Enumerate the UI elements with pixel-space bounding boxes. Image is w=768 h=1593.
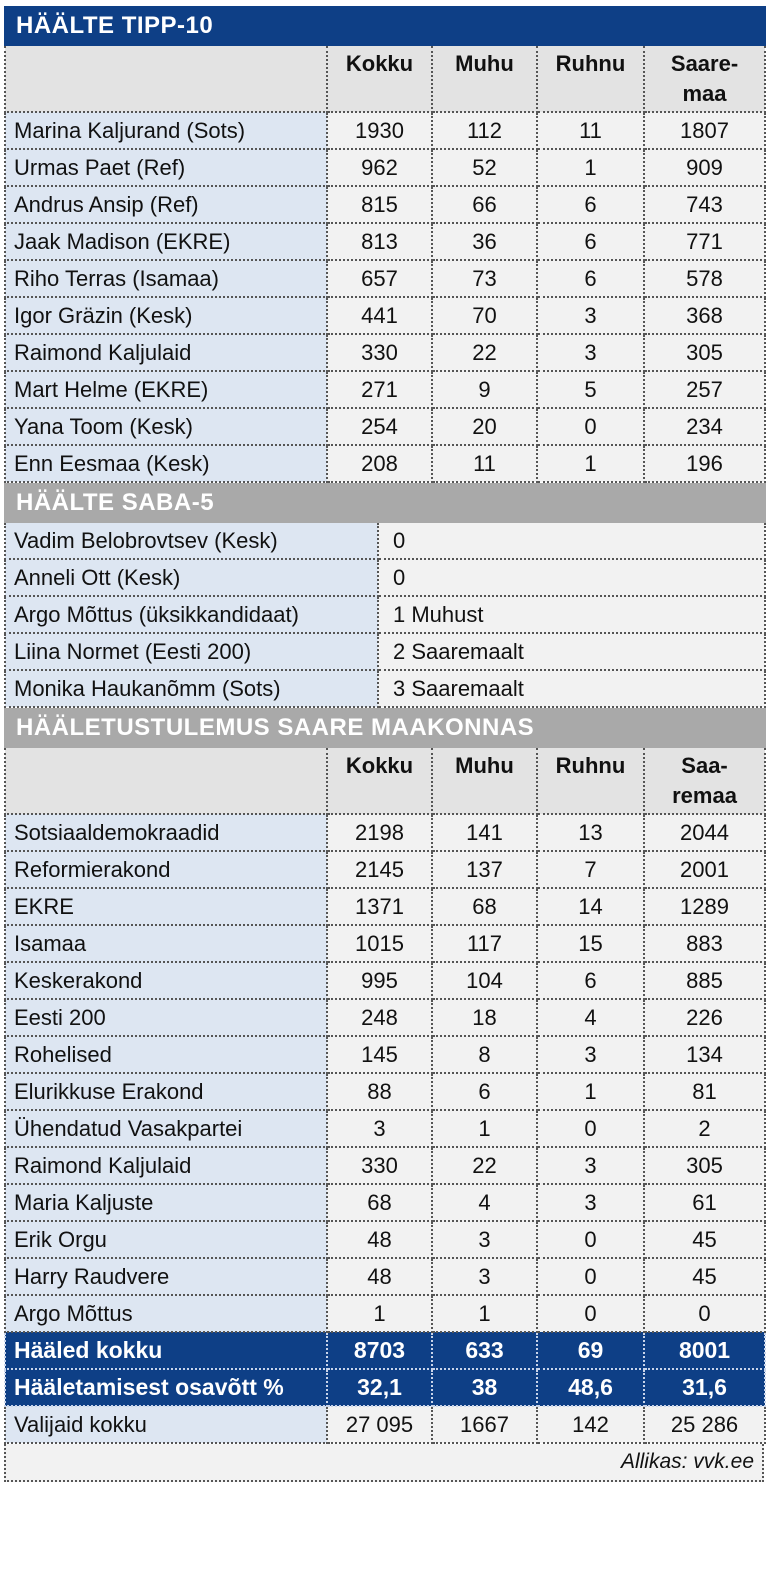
row-label: Erik Orgu (5, 1221, 327, 1258)
table-row (5, 1147, 765, 1184)
cell-value: 88 (327, 1073, 432, 1110)
cell-value: 137 (432, 851, 537, 888)
cell-value: 5 (537, 371, 644, 408)
county-header-row (5, 747, 765, 814)
cell-value: 3 (327, 1110, 432, 1147)
cell-value: 68 (327, 1184, 432, 1221)
cell-value: 6 (537, 223, 644, 260)
cell-value: 305 (644, 1147, 765, 1184)
cell-value: 6 (537, 962, 644, 999)
row-label: Keskerakond (5, 962, 327, 999)
row-label: Vadim Belobrovtsev (Kesk) (5, 522, 378, 559)
cell-value: 14 (537, 888, 644, 925)
table-row (5, 1184, 765, 1221)
row-label: Igor Gräzin (Kesk) (5, 297, 327, 334)
cell-value: 4 (537, 999, 644, 1036)
row-label: Argo Mõttus (üksikkandidaat) (5, 596, 378, 633)
cell-value: 11 (432, 445, 537, 482)
cell-value: 0 (644, 1295, 765, 1332)
cell-value: 815 (327, 186, 432, 223)
table-row (5, 670, 765, 707)
cell-value: 22 (432, 334, 537, 371)
table-row (5, 1332, 765, 1369)
cell-value: 330 (327, 334, 432, 371)
cell-value: 226 (644, 999, 765, 1036)
cell-value: 3 Saaremaalt (378, 670, 765, 707)
cell-value: 117 (432, 925, 537, 962)
cell-value: 32,1 (327, 1369, 432, 1406)
cell-value: 15 (537, 925, 644, 962)
cell-value: 0 (537, 1258, 644, 1295)
cell-value: 962 (327, 149, 432, 186)
col-header: Ruhnu (537, 747, 644, 814)
table-row (5, 223, 765, 260)
table-row (5, 522, 765, 559)
cell-value: 6 (537, 260, 644, 297)
cell-value: 2044 (644, 814, 765, 851)
row-label: Reformierakond (5, 851, 327, 888)
cell-value: 11 (537, 112, 644, 149)
row-label: Yana Toom (Kesk) (5, 408, 327, 445)
cell-value: 61 (644, 1184, 765, 1221)
cell-value: 1667 (432, 1406, 537, 1443)
cell-value: 66 (432, 186, 537, 223)
cell-value: 1 (537, 1073, 644, 1110)
cell-value: 9 (432, 371, 537, 408)
row-label: Anneli Ott (Kesk) (5, 559, 378, 596)
county-table (4, 708, 766, 1444)
cell-value: 141 (432, 814, 537, 851)
table-row (5, 1295, 765, 1332)
row-label: Isamaa (5, 925, 327, 962)
cell-value: 1 Muhust (378, 596, 765, 633)
table-row (5, 1073, 765, 1110)
table-row (5, 297, 765, 334)
cell-value: 8001 (644, 1332, 765, 1369)
cell-value: 2198 (327, 814, 432, 851)
header-blank (5, 45, 327, 112)
cell-value: 234 (644, 408, 765, 445)
row-label: Jaak Madison (EKRE) (5, 223, 327, 260)
table-row (5, 445, 765, 482)
row-label: Eesti 200 (5, 999, 327, 1036)
cell-value: 208 (327, 445, 432, 482)
table-row (5, 962, 765, 999)
cell-value: 4 (432, 1184, 537, 1221)
table-row (5, 1036, 765, 1073)
row-label: Hääletamisest osavõtt % (5, 1369, 327, 1406)
cell-value: 1289 (644, 888, 765, 925)
table-row (5, 1369, 765, 1406)
cell-value: 45 (644, 1258, 765, 1295)
cell-value: 25 286 (644, 1406, 765, 1443)
cell-value: 0 (537, 408, 644, 445)
row-label: Enn Eesmaa (Kesk) (5, 445, 327, 482)
row-label: Mart Helme (EKRE) (5, 371, 327, 408)
cell-value: 3 (432, 1221, 537, 1258)
col-header: Muhu (432, 747, 537, 814)
cell-value: 0 (537, 1295, 644, 1332)
row-label: EKRE (5, 888, 327, 925)
tail5-table (4, 483, 766, 708)
cell-value: 2 Saaremaalt (378, 633, 765, 670)
tail5-title: HÄÄLTE SABA-5 (5, 484, 765, 522)
cell-value: 48 (327, 1221, 432, 1258)
row-label: Sotsiaaldemokraadid (5, 814, 327, 851)
table-row (5, 149, 765, 186)
table-row (5, 1221, 765, 1258)
row-label: Ühendatud Vasakpartei (5, 1110, 327, 1147)
cell-value: 0 (537, 1110, 644, 1147)
cell-value: 48,6 (537, 1369, 644, 1406)
cell-value: 1807 (644, 112, 765, 149)
cell-value: 48 (327, 1258, 432, 1295)
row-label: Argo Mõttus (5, 1295, 327, 1332)
cell-value: 13 (537, 814, 644, 851)
cell-value: 52 (432, 149, 537, 186)
cell-value: 20 (432, 408, 537, 445)
cell-value: 0 (378, 522, 765, 559)
table-row (5, 888, 765, 925)
cell-value: 27 095 (327, 1406, 432, 1443)
cell-value: 1 (432, 1110, 537, 1147)
cell-value: 1 (327, 1295, 432, 1332)
cell-value: 70 (432, 297, 537, 334)
row-label: Urmas Paet (Ref) (5, 149, 327, 186)
cell-value: 633 (432, 1332, 537, 1369)
row-label: Elurikkuse Erakond (5, 1073, 327, 1110)
cell-value: 1371 (327, 888, 432, 925)
row-label: Valijaid kokku (5, 1406, 327, 1443)
cell-value: 1 (432, 1295, 537, 1332)
cell-value: 3 (537, 1036, 644, 1073)
county-title: HÄÄLETUSTULEMUS SAARE MAAKONNAS (5, 709, 765, 747)
row-label: Andrus Ansip (Ref) (5, 186, 327, 223)
cell-value: 73 (432, 260, 537, 297)
cell-value: 142 (537, 1406, 644, 1443)
cell-value: 196 (644, 445, 765, 482)
cell-value: 8703 (327, 1332, 432, 1369)
cell-value: 68 (432, 888, 537, 925)
table-row (5, 596, 765, 633)
col-header: Kokku (327, 747, 432, 814)
table-row (5, 1406, 765, 1443)
cell-value: 368 (644, 297, 765, 334)
cell-value: 3 (537, 334, 644, 371)
cell-value: 6 (432, 1073, 537, 1110)
table-row (5, 186, 765, 223)
row-label: Liina Normet (Eesti 200) (5, 633, 378, 670)
cell-value: 271 (327, 371, 432, 408)
cell-value: 885 (644, 962, 765, 999)
cell-value: 112 (432, 112, 537, 149)
cell-value: 441 (327, 297, 432, 334)
row-label: Riho Terras (Isamaa) (5, 260, 327, 297)
col-header: Saare- maa (644, 45, 765, 112)
cell-value: 2 (644, 1110, 765, 1147)
cell-value: 1 (537, 149, 644, 186)
cell-value: 8 (432, 1036, 537, 1073)
col-header: Ruhnu (537, 45, 644, 112)
cell-value: 3 (537, 297, 644, 334)
cell-value: 578 (644, 260, 765, 297)
cell-value: 104 (432, 962, 537, 999)
cell-value: 2145 (327, 851, 432, 888)
table-row (5, 851, 765, 888)
cell-value: 7 (537, 851, 644, 888)
row-label: Rohelised (5, 1036, 327, 1073)
cell-value: 248 (327, 999, 432, 1036)
table-row (5, 112, 765, 149)
row-label: Hääled kokku (5, 1332, 327, 1369)
top10-header-row (5, 45, 765, 112)
cell-value: 36 (432, 223, 537, 260)
results-graphic (4, 0, 764, 1482)
cell-value: 330 (327, 1147, 432, 1184)
cell-value: 995 (327, 962, 432, 999)
table-row (5, 814, 765, 851)
cell-value: 3 (537, 1147, 644, 1184)
cell-value: 257 (644, 371, 765, 408)
row-label: Maria Kaljuste (5, 1184, 327, 1221)
table-row (5, 408, 765, 445)
cell-value: 883 (644, 925, 765, 962)
cell-value: 145 (327, 1036, 432, 1073)
cell-value: 254 (327, 408, 432, 445)
table-row (5, 925, 765, 962)
cell-value: 0 (378, 559, 765, 596)
cell-value: 18 (432, 999, 537, 1036)
cell-value: 3 (537, 1184, 644, 1221)
top10-title: HÄÄLTE TIPP-10 (5, 7, 765, 45)
cell-value: 38 (432, 1369, 537, 1406)
header-blank (5, 747, 327, 814)
cell-value: 1930 (327, 112, 432, 149)
cell-value: 1 (537, 445, 644, 482)
cell-value: 3 (432, 1258, 537, 1295)
cell-value: 81 (644, 1073, 765, 1110)
cell-value: 813 (327, 223, 432, 260)
col-header: Muhu (432, 45, 537, 112)
cell-value: 771 (644, 223, 765, 260)
row-label: Raimond Kaljulaid (5, 334, 327, 371)
table-row (5, 334, 765, 371)
table-row (5, 1258, 765, 1295)
cell-value: 305 (644, 334, 765, 371)
cell-value: 1015 (327, 925, 432, 962)
table-row (5, 999, 765, 1036)
row-label: Raimond Kaljulaid (5, 1147, 327, 1184)
table-row (5, 371, 765, 408)
cell-value: 743 (644, 186, 765, 223)
cell-value: 2001 (644, 851, 765, 888)
cell-value: 657 (327, 260, 432, 297)
top10-table (4, 6, 766, 483)
row-label: Marina Kaljurand (Sots) (5, 112, 327, 149)
cell-value: 909 (644, 149, 765, 186)
row-label: Harry Raudvere (5, 1258, 327, 1295)
cell-value: 69 (537, 1332, 644, 1369)
table-row (5, 260, 765, 297)
cell-value: 31,6 (644, 1369, 765, 1406)
row-label: Monika Haukanõmm (Sots) (5, 670, 378, 707)
table-row (5, 559, 765, 596)
cell-value: 134 (644, 1036, 765, 1073)
table-row (5, 1110, 765, 1147)
col-header: Saa- remaa (644, 747, 765, 814)
table-row (5, 633, 765, 670)
source-note: Allikas: vvk.ee (4, 1444, 764, 1482)
col-header: Kokku (327, 45, 432, 112)
cell-value: 22 (432, 1147, 537, 1184)
cell-value: 0 (537, 1221, 644, 1258)
cell-value: 45 (644, 1221, 765, 1258)
cell-value: 6 (537, 186, 644, 223)
